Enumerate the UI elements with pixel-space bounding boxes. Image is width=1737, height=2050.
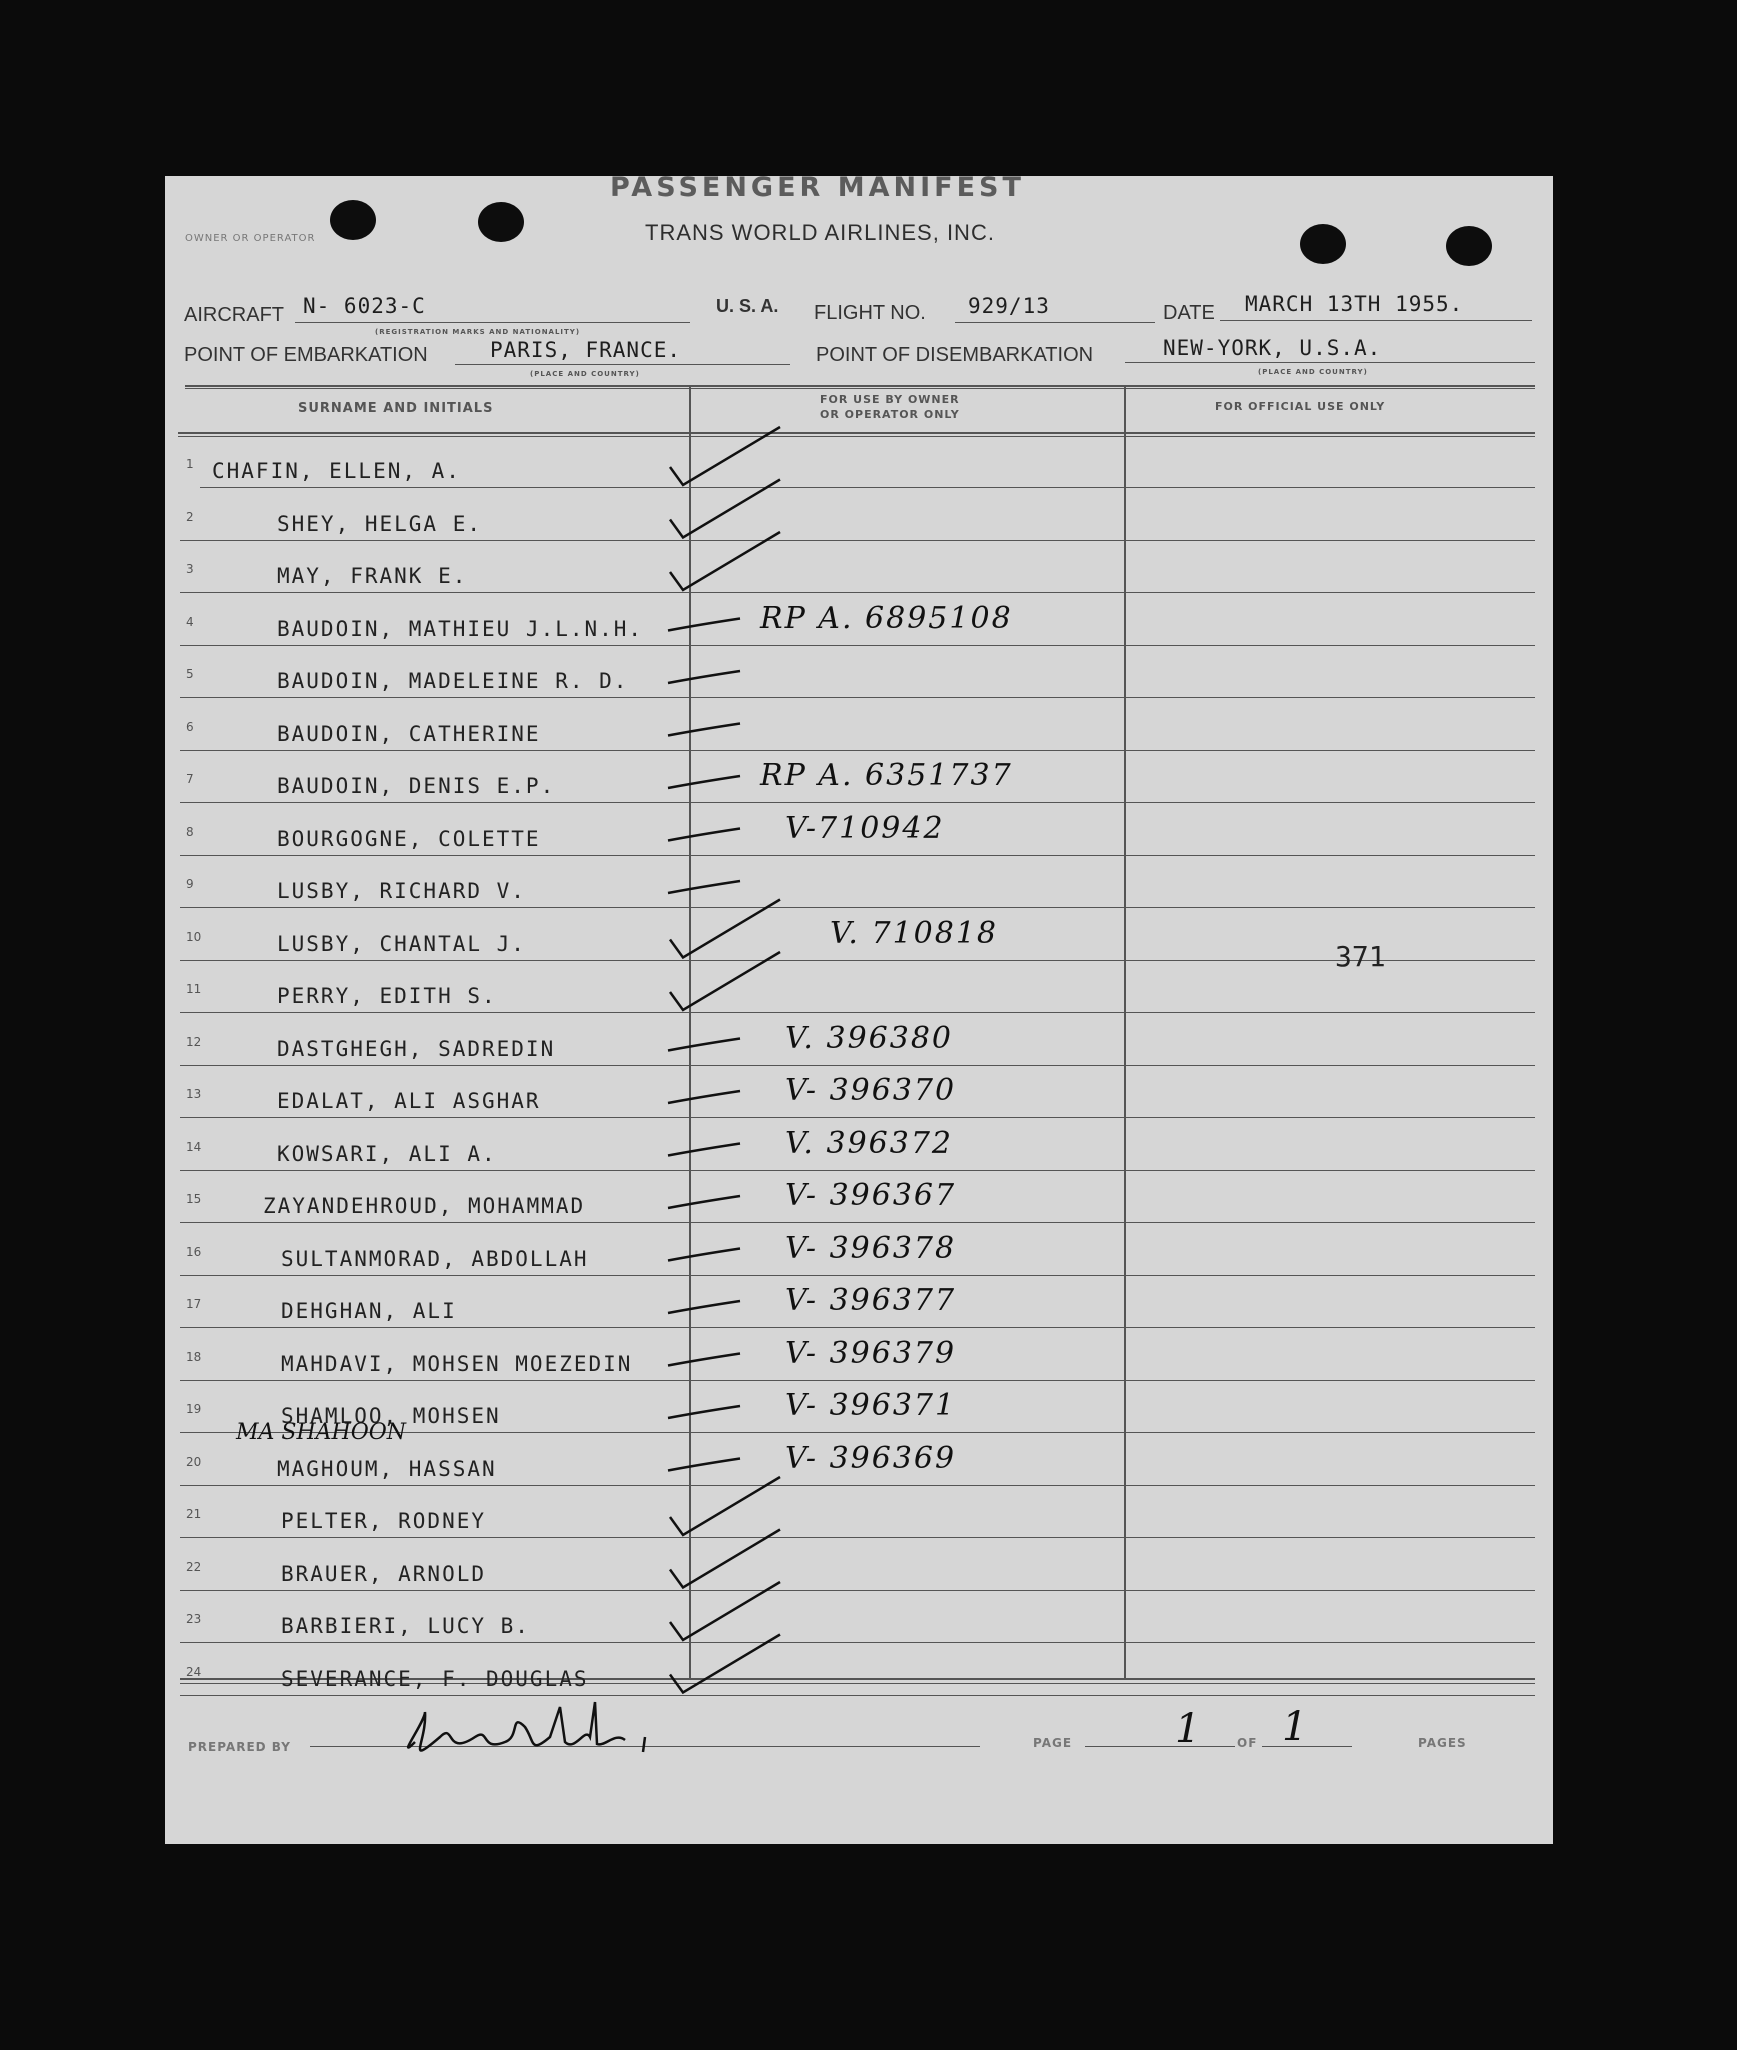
row-number: 22 [186, 1559, 202, 1574]
row-number: 21 [186, 1507, 202, 1521]
row-line [180, 592, 1535, 593]
visa-number: V- 396370 [785, 1073, 957, 1108]
row-number: 24 [186, 1664, 202, 1679]
row-number: 19 [186, 1402, 202, 1416]
punch-hole [478, 202, 524, 242]
row-number: 1 [186, 457, 194, 471]
column-header-owner-1: FOR USE BY OWNER [820, 393, 960, 406]
row-line [180, 1537, 1535, 1538]
page-label: PAGE [1033, 1736, 1073, 1750]
row-number: 12 [186, 1034, 202, 1049]
embarkation-underline [455, 364, 790, 365]
pages-label: PAGES [1418, 1736, 1467, 1750]
passenger-name: CHAFIN, ELLEN, A. [212, 459, 461, 483]
visa-number: V-710942 [785, 810, 945, 846]
row-line [180, 1065, 1535, 1066]
row-number: 8 [186, 824, 194, 839]
visa-number: V. 710818 [830, 915, 999, 951]
row-number: 6 [186, 719, 194, 734]
row-number: 4 [186, 614, 194, 629]
punch-hole [1300, 224, 1346, 264]
row-line [180, 1695, 1535, 1696]
passenger-name: BAUDOIN, CATHERINE [277, 721, 541, 746]
passenger-name: BAUDOIN, MADELEINE R. D. [277, 669, 629, 693]
row-number: 11 [186, 982, 202, 996]
column-header-official: FOR OFFICIAL USE ONLY [1215, 400, 1386, 413]
row-line [180, 1170, 1535, 1171]
row-line [180, 750, 1535, 751]
flight-number-value: 929/13 [968, 294, 1050, 318]
table-top-border [185, 385, 1535, 387]
passenger-name: MAGHOUM, HASSAN [277, 1456, 497, 1481]
visa-number: RP A. 6895108 [760, 600, 1013, 636]
header-bottom-border [178, 432, 1535, 434]
row-number: 10 [186, 929, 202, 944]
row-line [180, 1590, 1535, 1591]
row-number: 2 [186, 509, 194, 524]
visa-number: RP A. 6351737 [760, 758, 1013, 793]
passenger-name: KOWSARI, ALI A. [277, 1141, 497, 1166]
page-number: 1 [1175, 1706, 1201, 1752]
row-number: 13 [186, 1087, 202, 1101]
passenger-name: SHEY, HELGA E. [277, 511, 483, 536]
registration-note: (REGISTRATION MARKS AND NATIONALITY) [375, 328, 581, 336]
passenger-name: LUSBY, RICHARD V. [277, 879, 526, 903]
row-line [180, 645, 1535, 646]
row-line [200, 487, 1535, 488]
row-number: 9 [186, 877, 194, 891]
embark-place-note: (PLACE AND COUNTRY) [530, 370, 640, 378]
aircraft-value: N- 6023-C [303, 294, 426, 318]
passenger-name: PELTER, RODNEY [281, 1509, 487, 1533]
passenger-name: PERRY, EDITH S. [277, 984, 497, 1008]
document-title: PASSENGER MANIFEST [610, 172, 1025, 203]
visa-number: V- 396369 [785, 1440, 957, 1476]
passenger-name: DASTGHEGH, SADREDIN [277, 1036, 556, 1061]
passenger-name: SEVERANCE, F. DOUGLAS [281, 1666, 589, 1691]
prepared-by-label: PREPARED BY [188, 1740, 291, 1754]
visa-number: V. 396380 [785, 1020, 954, 1056]
embarkation-label: POINT OF EMBARKATION [184, 344, 428, 366]
airline-name: TRANS WORLD AIRLINES, INC. [645, 220, 995, 245]
row-number: 16 [186, 1244, 202, 1259]
visa-number: V- 396371 [785, 1388, 957, 1423]
passenger-name: ZAYANDEHROUD, MOHAMMAD [263, 1194, 586, 1218]
name-correction: MA SHAHOON [236, 1420, 407, 1445]
date-label: DATE [1163, 302, 1215, 324]
row-number: 18 [186, 1349, 202, 1364]
visa-number: V. 396372 [785, 1125, 954, 1161]
page-total: 1 [1282, 1704, 1308, 1750]
row-line [180, 960, 1535, 961]
flight-underline [955, 322, 1155, 323]
row-line [180, 1117, 1535, 1118]
row-line [180, 907, 1535, 908]
page-number-line [1085, 1746, 1235, 1747]
row-number: 3 [186, 562, 194, 576]
passenger-name: SHAMLOO, MOHSEN [281, 1404, 501, 1428]
passenger-name: MAY, FRANK E. [277, 564, 468, 588]
row-line [180, 1275, 1535, 1276]
row-line [180, 1380, 1535, 1381]
date-value: MARCH 13TH 1955. [1245, 292, 1464, 316]
embarkation-value: PARIS, FRANCE. [490, 338, 682, 362]
header-bottom-border-2 [178, 436, 1535, 437]
visa-number: V- 396379 [785, 1335, 957, 1371]
disembarkation-underline [1125, 362, 1535, 363]
visa-number: V- 396377 [785, 1283, 957, 1318]
row-number: 20 [186, 1454, 202, 1469]
passenger-name: LUSBY, CHANTAL J. [277, 931, 526, 956]
row-line [180, 1327, 1535, 1328]
passenger-name: EDALAT, ALI ASGHAR [277, 1089, 541, 1113]
row-line [180, 1642, 1535, 1643]
disembark-place-note: (PLACE AND COUNTRY) [1258, 368, 1368, 376]
aircraft-label: AIRCRAFT [184, 304, 284, 326]
row-line [180, 1485, 1535, 1486]
row-number: 15 [186, 1192, 202, 1206]
row-number: 23 [186, 1612, 202, 1626]
passenger-name: BARBIERI, LUCY B. [281, 1614, 530, 1638]
passenger-name: SULTANMORAD, ABDOLLAH [281, 1246, 589, 1271]
flight-number-label: FLIGHT NO. [814, 302, 926, 324]
row-number: 17 [186, 1297, 202, 1311]
row-number: 14 [186, 1139, 202, 1154]
passenger-name: DEHGHAN, ALI [281, 1299, 457, 1323]
passenger-name: BAUDOIN, DENIS E.P. [277, 774, 556, 798]
row-line [180, 697, 1535, 698]
disembarkation-label: POINT OF DISEMBARKATION [816, 344, 1094, 366]
official-note: 371 [1335, 940, 1386, 973]
row-number: 7 [186, 772, 194, 786]
passenger-name: BAUDOIN, MATHIEU J.L.N.H. [277, 616, 644, 641]
disembarkation-value: NEW-YORK, U.S.A. [1163, 336, 1382, 360]
visa-number: V- 396378 [785, 1230, 957, 1266]
passenger-name: MAHDAVI, MOHSEN MOEZEDIN [281, 1351, 633, 1376]
owner-operator-label: OWNER OR OPERATOR [185, 233, 316, 244]
table-top-border-2 [185, 388, 1535, 389]
row-number: 5 [186, 667, 194, 681]
column-header-owner-2: OR OPERATOR ONLY [820, 408, 960, 421]
passenger-name: BOURGOGNE, COLETTE [277, 826, 541, 851]
row-line [180, 1012, 1535, 1013]
preparer-signature [385, 1682, 705, 1772]
row-line [180, 1222, 1535, 1223]
of-label: OF [1237, 1736, 1258, 1750]
row-line [180, 540, 1535, 541]
manifest-sheet [165, 176, 1553, 1844]
usa-label: U. S. A. [716, 296, 779, 316]
row-line [180, 802, 1535, 803]
row-line [180, 855, 1535, 856]
punch-hole [1446, 226, 1492, 266]
date-underline [1220, 320, 1532, 321]
punch-hole [330, 200, 376, 240]
column-header-names: SURNAME AND INITIALS [298, 401, 494, 416]
passenger-name: BRAUER, ARNOLD [281, 1561, 487, 1586]
aircraft-underline [295, 322, 690, 323]
visa-number: V- 396367 [785, 1178, 957, 1213]
